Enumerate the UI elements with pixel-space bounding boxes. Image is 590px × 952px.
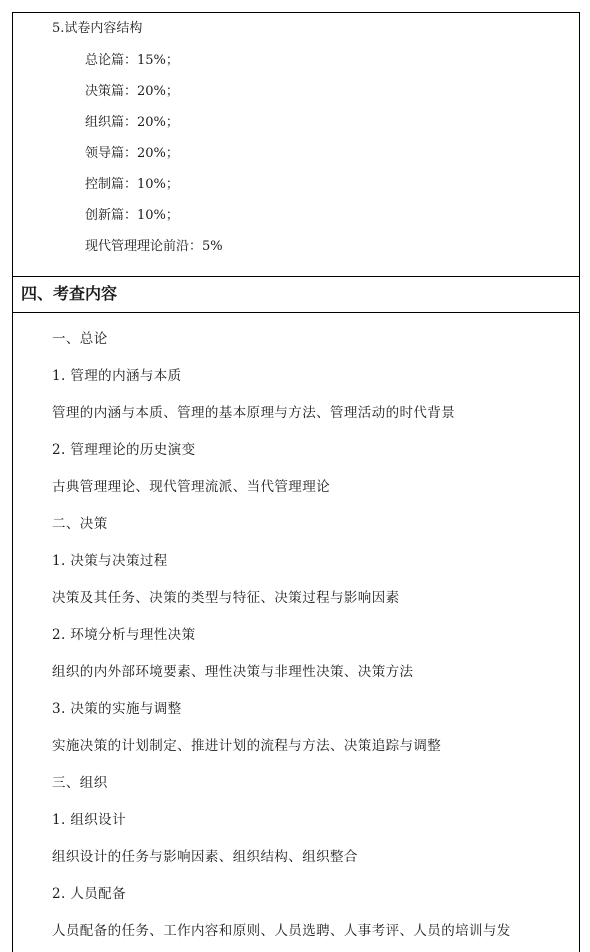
topic-text: 古典管理理论、现代管理流派、当代管理理论: [52, 479, 330, 495]
table-divider: [13, 312, 579, 313]
topic-heading: 1. 组织设计: [52, 812, 126, 828]
structure-item: 控制篇：10%；: [85, 177, 179, 192]
topic-text: 组织设计的任务与影响因素、组织结构、组织整合: [52, 849, 358, 865]
topic-heading: 3. 决策的实施与调整: [52, 701, 182, 717]
topic-heading: 1. 管理的内涵与本质: [52, 368, 182, 384]
structure-item: 创新篇：10%；: [85, 208, 179, 223]
exam-structure-cell: [13, 13, 579, 276]
structure-item: 现代管理理论前沿：5%: [85, 239, 223, 254]
chapter-heading: 三、组织: [52, 775, 108, 791]
document-table: [12, 12, 580, 952]
structure-item: 组织篇：20%；: [85, 115, 179, 130]
topic-text: 实施决策的计划制定、推进计划的流程与方法、决策追踪与调整: [52, 738, 442, 754]
structure-item: 总论篇：15%；: [85, 53, 179, 68]
topic-text: 管理的内涵与本质、管理的基本原理与方法、管理活动的时代背景: [52, 405, 456, 421]
topic-text: 人员配备的任务、工作内容和原则、人员选聘、人事考评、人员的培训与发: [52, 923, 511, 939]
topic-text: 决策及其任务、决策的类型与特征、决策过程与影响因素: [52, 590, 400, 606]
topic-heading: 1. 决策与决策过程: [52, 553, 168, 569]
section-heading-row: [13, 276, 579, 312]
topic-heading: 2. 管理理论的历史演变: [52, 442, 196, 458]
chapter-heading: 一、总论: [52, 331, 108, 347]
topic-heading: 2. 环境分析与理性决策: [52, 627, 196, 643]
topic-text: 组织的内外部环境要素、理性决策与非理性决策、决策方法: [52, 664, 414, 680]
chapter-heading: 二、决策: [52, 516, 108, 532]
section-heading: 四、考查内容: [21, 284, 118, 303]
structure-item: 领导篇：20%；: [85, 146, 179, 161]
structure-item: 决策篇：20%；: [85, 84, 179, 99]
topic-heading: 2. 人员配备: [52, 886, 126, 902]
exam-structure-title: 5.试卷内容结构: [52, 21, 143, 36]
